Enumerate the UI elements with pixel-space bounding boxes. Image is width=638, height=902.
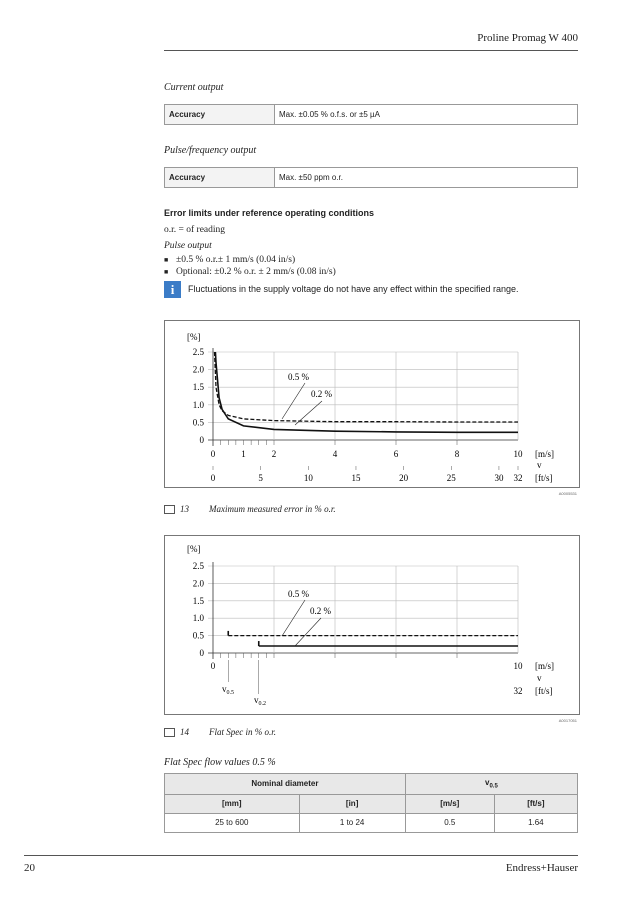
chart2-y-ticks: [193, 561, 205, 658]
chart2-x-unit-fts: [ft/s]: [535, 686, 553, 696]
figure-icon: [164, 728, 175, 737]
x-tick-label-fts: 0: [210, 473, 216, 483]
x-tick-label-fts: 25: [446, 473, 456, 483]
chart2-x-var: v: [537, 673, 542, 683]
bullet-item: ■ Optional: ±0.2 % o.r. ± 2 mm/s (0.08 in/s): [164, 266, 578, 278]
chart1-caption: [164, 504, 336, 514]
col-group-nominal: Nominal diameter: [165, 774, 406, 795]
chart1-label-02: 0.2 %: [311, 389, 332, 399]
current-output-table: [164, 104, 578, 125]
x-tick-label-ms: 0: [210, 661, 216, 671]
chart2-label-05: 0.5 %: [288, 589, 309, 599]
y-tick-label: 0: [199, 435, 204, 445]
pulse-output-table: [164, 167, 578, 188]
x-tick-label-ms: 8: [454, 449, 460, 459]
pulse-accuracy-value: Max. ±50 ppm o.r.: [275, 168, 578, 188]
chart1-x-var: v: [537, 460, 542, 470]
pulse-output-heading: Pulse/frequency output: [164, 145, 257, 156]
chart2-v05-label: $v_{0.5}$: [222, 684, 234, 696]
table-cell: 1 to 24: [299, 813, 405, 832]
chart2-caption-text: Flat Spec in % o.r.: [209, 727, 276, 737]
x-tick-label-ms: 10: [513, 449, 523, 459]
current-accuracy-label: Accuracy: [165, 105, 275, 125]
table-cell: 0.5: [405, 813, 494, 832]
chart2-x-unit-ms: [m/s]: [535, 661, 554, 671]
chart2-leader-02: [295, 618, 321, 646]
x-tick-label-fts: 5: [258, 473, 263, 483]
col-group-v: $v_{0.5}$: [405, 774, 577, 795]
chart1-x-unit-fts: [ft/s]: [535, 473, 553, 483]
chart1-x-unit-ms: [m/s]: [535, 449, 554, 459]
chart1-frame: [164, 320, 580, 496]
x-tick-label-fts: 32: [513, 473, 523, 483]
y-tick-label: 2.5: [192, 561, 204, 571]
chart1-code: A0005531: [558, 491, 577, 496]
y-tick-label: 0: [199, 648, 204, 658]
x-tick-label-fts: 15: [351, 473, 361, 483]
error-limits-legend: o.r. = of reading: [164, 225, 226, 235]
y-tick-label: 2.0: [192, 578, 204, 589]
chart1-leader-05: [282, 383, 305, 419]
y-tick-label: 1.5: [192, 382, 204, 393]
flat-spec-table: [164, 773, 578, 833]
series-0.2-line: [215, 352, 518, 432]
chart2-svg: [165, 536, 579, 714]
y-tick-label: 1.0: [192, 613, 204, 624]
current-output-heading: Current output: [164, 82, 224, 93]
col-in: [in]: [299, 794, 405, 813]
header-title: Proline Promag W 400: [477, 32, 578, 44]
header-rule: [164, 50, 578, 51]
chart2-frame: [164, 535, 580, 723]
chart2-caption: [164, 727, 276, 737]
table-cell: 25 to 600: [165, 813, 300, 832]
footer-rule: [24, 855, 578, 856]
x-tick-label-ms: 6: [393, 449, 399, 459]
info-note-text: Fluctuations in the supply voltage do not have any effect within the specified range.: [188, 284, 519, 294]
col-mm: [mm]: [165, 794, 300, 813]
chart2-label-02: 0.2 %: [310, 606, 331, 616]
chart2-caption-num: 14: [180, 727, 189, 737]
y-tick-label: 1.0: [192, 399, 204, 410]
x-tick-label-ms: 10: [513, 661, 523, 671]
info-icon: i: [164, 281, 181, 298]
x-tick-label-ms: 0: [210, 449, 216, 459]
col-ms: [m/s]: [405, 794, 494, 813]
y-tick-label: 2.5: [192, 347, 204, 357]
chart2-x-ticks: [211, 661, 523, 696]
chart1-caption-text: Maximum measured error in % o.r.: [209, 504, 336, 514]
chart1-svg: [165, 321, 579, 487]
flat-spec-heading: Flat Spec flow values 0.5 %: [164, 757, 276, 768]
x-tick-label-ms: 2: [271, 449, 277, 459]
error-limits-bullets: [164, 254, 578, 278]
page-header: [0, 0, 638, 51]
y-tick-label: 0.5: [192, 417, 204, 428]
col-fts: [ft/s]: [494, 794, 577, 813]
x-tick-label-fts: 10: [303, 473, 313, 483]
figure-icon: [164, 505, 175, 514]
table-row: [165, 813, 578, 832]
footer-brand: Endress+Hauser: [505, 862, 578, 874]
chart2-y-unit: [%]: [187, 544, 201, 554]
chart2-code: A0017051: [558, 718, 577, 723]
y-tick-label: 0.5: [192, 630, 204, 641]
x-tick-label-ms: 4: [332, 449, 338, 459]
y-tick-label: 1.5: [192, 595, 204, 606]
pulse-accuracy-label: Accuracy: [165, 168, 275, 188]
chart2-v02-label: $v_{0.2}$: [254, 695, 266, 707]
pulse-output-subheading: Pulse output: [164, 241, 212, 251]
current-accuracy-value: Max. ±0.05 % o.f.s. or ±5 µA: [275, 105, 578, 125]
chart2-grid: [208, 562, 518, 659]
chart1-label-05: 0.5 %: [288, 372, 309, 382]
bullet-item: ■ ±0.5 % o.r.± 1 mm/s (0.04 in/s): [164, 254, 578, 266]
table-cell: 1.64: [494, 813, 577, 832]
x-tick-label-fts: 30: [494, 473, 504, 483]
x-tick-label-ms: 1: [241, 449, 246, 459]
y-tick-label: 2.0: [192, 364, 204, 375]
chart1-y-ticks: [193, 347, 205, 445]
page-number: 20: [24, 862, 35, 874]
info-note: [164, 281, 578, 301]
error-limits-heading: Error limits under reference operating conditions: [164, 208, 375, 218]
chart1-caption-num: 13: [180, 504, 189, 514]
chart1-x-ticks: [211, 449, 523, 483]
x-tick-label-fts: 20: [399, 473, 409, 483]
x-tick-label-fts: 32: [513, 686, 523, 696]
chart1-y-unit: [%]: [187, 332, 201, 342]
